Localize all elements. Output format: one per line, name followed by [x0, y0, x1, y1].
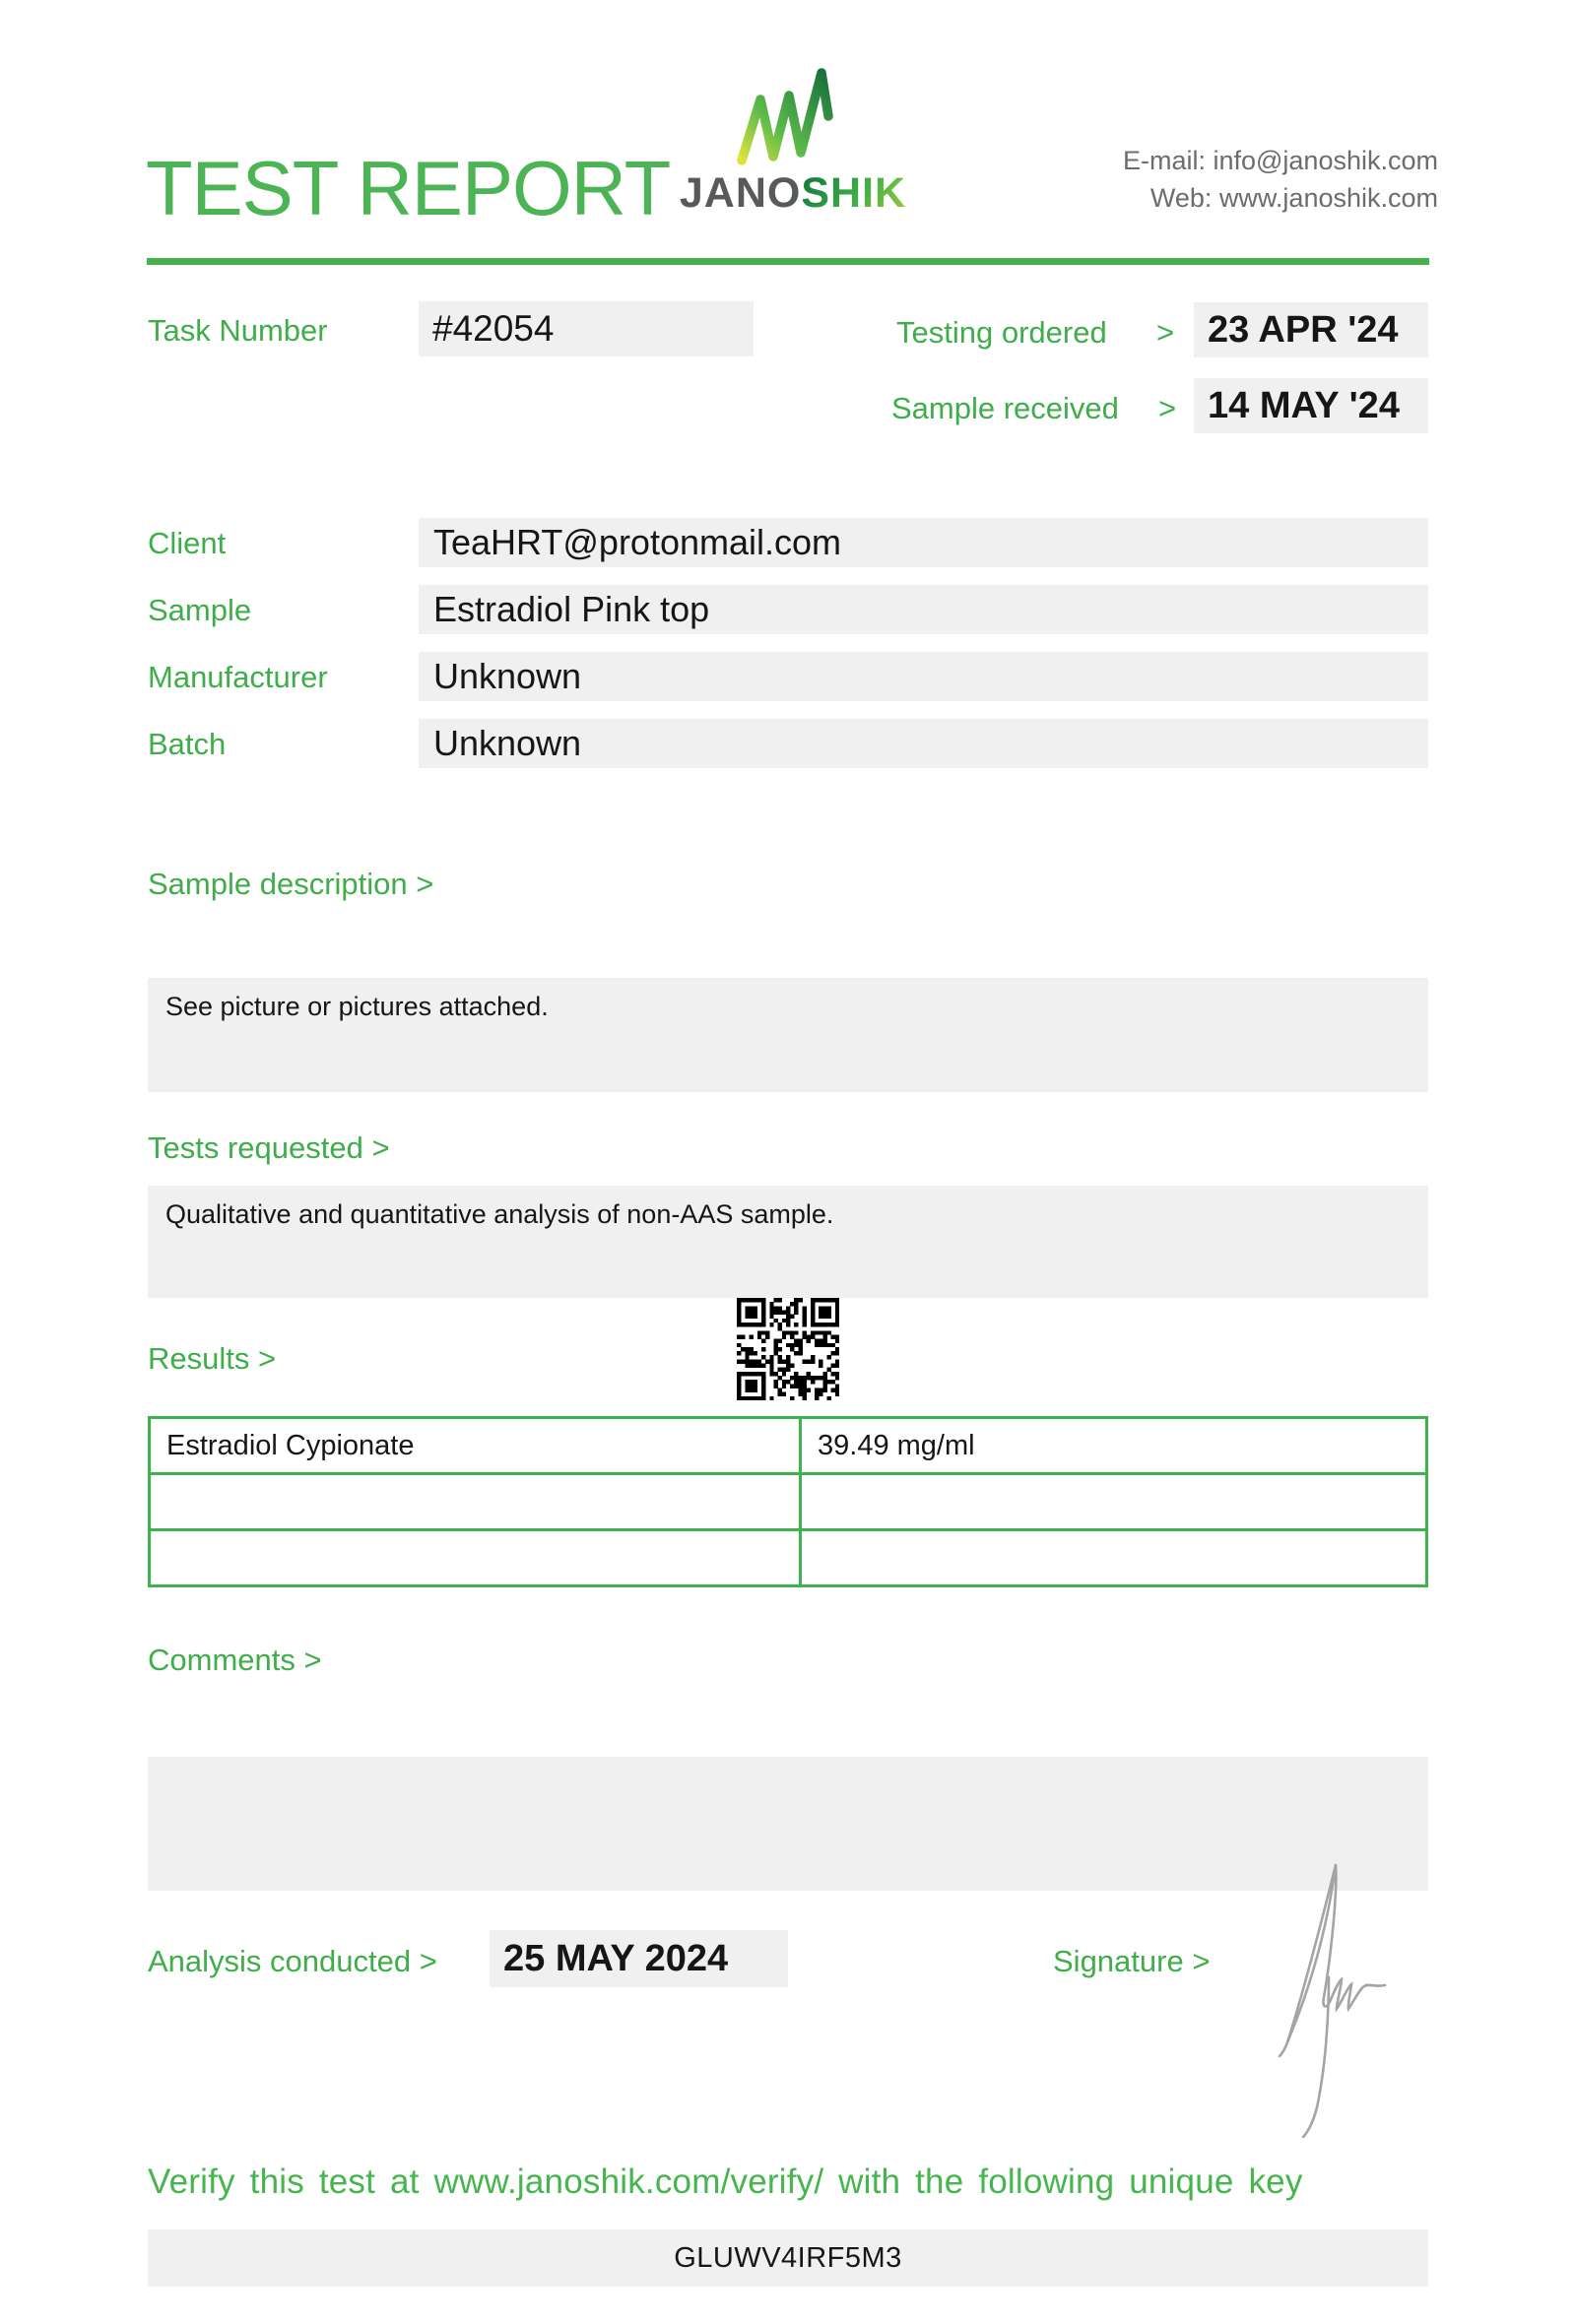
- result-substance: [151, 1475, 802, 1528]
- header-divider: [147, 258, 1429, 265]
- logo-chart-icon: [733, 65, 849, 172]
- sample-received-arrow: >: [1158, 391, 1177, 425]
- client-label: Client: [148, 526, 227, 560]
- result-concentration: [802, 1475, 1425, 1528]
- result-concentration: [802, 1531, 1425, 1584]
- sample-received-date: 14 MAY '24: [1208, 384, 1400, 426]
- sample-description-text: See picture or pictures attached.: [165, 992, 549, 1021]
- signature-scribble: [1266, 1849, 1394, 2150]
- results-heading: Results >: [148, 1341, 277, 1376]
- client-value: TeaHRT@protonmail.com: [433, 522, 842, 562]
- manufacturer-label: Manufacturer: [148, 660, 328, 694]
- sample-description-heading: Sample description >: [148, 867, 434, 901]
- contact-email: E-mail: info@janoshik.com: [1122, 146, 1438, 175]
- sample-description-box: [148, 978, 1428, 1092]
- results-row: [151, 1472, 1425, 1528]
- result-substance: [151, 1531, 802, 1584]
- results-row: [151, 1419, 1425, 1472]
- batch-value-box: [419, 719, 1428, 768]
- comments-heading: Comments >: [148, 1643, 322, 1677]
- testing-ordered-value-box: [1194, 302, 1428, 357]
- testing-ordered-label: Testing ordered: [896, 315, 1107, 350]
- page-title: TEST REPORT: [146, 145, 671, 231]
- task-number-label: Task Number: [148, 313, 328, 348]
- qr-code: [737, 1298, 839, 1405]
- signature-label: Signature >: [1053, 1944, 1211, 1978]
- contact-block: [1123, 142, 1438, 217]
- logo-wordmark: [650, 169, 936, 218]
- verify-key-box: [148, 2229, 1428, 2287]
- batch-label: Batch: [148, 727, 227, 761]
- comments-box: [148, 1757, 1428, 1891]
- results-table: [148, 1416, 1428, 1587]
- logo-jano: JANO: [679, 169, 802, 217]
- comments-text: [148, 1757, 1428, 1771]
- sample-value: Estradiol Pink top: [433, 589, 710, 629]
- manufacturer-value: Unknown: [433, 656, 582, 696]
- manufacturer-value-box: [419, 652, 1428, 701]
- sample-received-value-box: [1194, 378, 1428, 433]
- sample-received-label: Sample received: [891, 391, 1119, 425]
- task-number-value: #42054: [432, 308, 555, 349]
- tests-requested-heading: Tests requested >: [148, 1130, 390, 1165]
- analysis-date-box: [490, 1930, 788, 1987]
- analysis-conducted-label: Analysis conducted >: [148, 1944, 437, 1978]
- tests-requested-text: Qualitative and quantitative analysis of non-AAS sample.: [165, 1199, 834, 1229]
- results-row: [151, 1528, 1425, 1584]
- result-concentration: 39.49 mg/ml: [818, 1429, 975, 1461]
- testing-ordered-date: 23 APR '24: [1208, 308, 1399, 351]
- verify-heading: Verify this test at www.janoshik.com/verify/ with the following unique key: [148, 2163, 1303, 2201]
- verify-key: GLUWV4IRF5M3: [674, 2241, 902, 2274]
- sample-value-box: [419, 585, 1428, 634]
- analysis-date: 25 MAY 2024: [503, 1937, 729, 1979]
- tests-requested-box: [148, 1186, 1428, 1298]
- sample-label: Sample: [148, 593, 252, 627]
- testing-ordered-arrow: >: [1156, 315, 1175, 350]
- contact-web: Web: www.janoshik.com: [1149, 183, 1438, 213]
- batch-value: Unknown: [433, 723, 582, 763]
- result-substance: Estradiol Cypionate: [151, 1419, 802, 1472]
- client-value-box: [419, 518, 1428, 567]
- logo-shik: SHIK: [801, 169, 907, 217]
- task-number-value-box: [419, 301, 754, 356]
